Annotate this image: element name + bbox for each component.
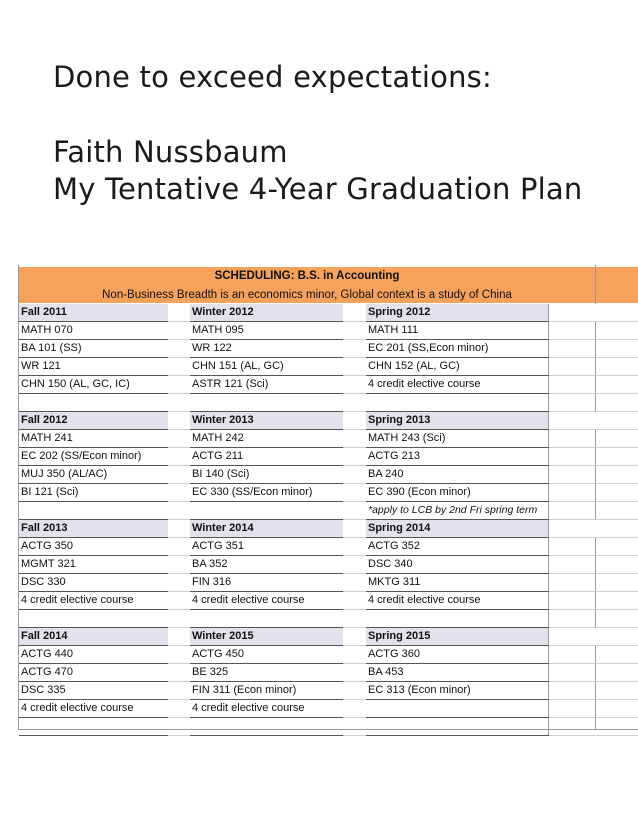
course-cell: DSC 335 — [19, 682, 168, 700]
course-cell: BA 453 — [366, 664, 548, 682]
term-header: Winter 2012 — [190, 304, 343, 322]
spacer-cell — [548, 322, 638, 340]
course-cell: 4 credit elective course — [366, 592, 548, 610]
spacer-cell — [343, 502, 366, 520]
spacer-cell — [548, 448, 638, 466]
course-cell: EC 313 (Econ minor) — [366, 682, 548, 700]
course-row — [19, 430, 638, 448]
term-header: Spring 2013 — [366, 412, 548, 430]
spacer-cell — [168, 412, 190, 430]
heading-plan-title: My Tentative 4-Year Graduation Plan — [53, 172, 583, 206]
term-header-row — [19, 520, 638, 538]
spacer-cell — [548, 556, 638, 574]
course-cell — [19, 502, 168, 520]
spacer-cell — [168, 574, 190, 592]
course-cell: BA 352 — [190, 556, 343, 574]
spacer-cell — [548, 574, 638, 592]
spacer-cell — [343, 448, 366, 466]
term-header: Spring 2012 — [366, 304, 548, 322]
heading-expectations: Done to exceed expectations: — [53, 60, 492, 94]
spacer-cell — [168, 646, 190, 664]
spacer-cell — [343, 484, 366, 502]
spacer-cell — [168, 466, 190, 484]
course-row — [19, 664, 638, 682]
spacer-cell — [168, 484, 190, 502]
course-row — [19, 502, 638, 520]
course-cell: BI 140 (Sci) — [190, 466, 343, 484]
spacer-cell — [343, 538, 366, 556]
course-cell: ACTG 450 — [190, 646, 343, 664]
term-header-row — [19, 304, 638, 322]
course-cell: BE 325 — [190, 664, 343, 682]
spacer-cell — [548, 628, 638, 646]
course-cell: MATH 095 — [190, 322, 343, 340]
course-cell: EC 330 (SS/Econ minor) — [190, 484, 343, 502]
course-cell — [366, 610, 548, 628]
spacer-cell — [343, 592, 366, 610]
course-cell: CHN 150 (AL, GC, IC) — [19, 376, 168, 394]
course-cell: BA 240 — [366, 466, 548, 484]
spacer-cell — [343, 682, 366, 700]
heading-student-name: Faith Nussbaum — [53, 135, 288, 169]
course-cell: MATH 243 (Sci) — [366, 430, 548, 448]
spacer-cell — [548, 394, 638, 412]
spacer-cell — [168, 304, 190, 322]
spacer-cell — [548, 718, 638, 736]
course-cell: MUJ 350 (AL/AC) — [19, 466, 168, 484]
spacer-cell — [548, 502, 638, 520]
course-row — [19, 376, 638, 394]
spacer-cell — [343, 664, 366, 682]
course-cell — [19, 394, 168, 412]
spacer-cell — [168, 628, 190, 646]
spacer-cell — [168, 556, 190, 574]
course-row — [19, 448, 638, 466]
course-row — [19, 322, 638, 340]
course-row — [19, 394, 638, 412]
term-header: Winter 2013 — [190, 412, 343, 430]
course-cell: *apply to LCB by 2nd Fri spring term — [366, 502, 548, 520]
spacer-cell — [548, 682, 638, 700]
spacer-cell — [168, 718, 190, 736]
course-cell: EC 202 (SS/Econ minor) — [19, 448, 168, 466]
course-cell — [366, 700, 548, 718]
term-header: Fall 2014 — [19, 628, 168, 646]
spacer-cell — [548, 412, 638, 430]
schedule-banner — [19, 267, 595, 303]
spacer-cell — [548, 700, 638, 718]
spacer-cell — [343, 718, 366, 736]
spacer-cell — [168, 520, 190, 538]
course-cell: ACTG 440 — [19, 646, 168, 664]
spacer-cell — [343, 430, 366, 448]
course-row — [19, 574, 638, 592]
spacer-cell — [343, 376, 366, 394]
term-header: Fall 2012 — [19, 412, 168, 430]
course-cell — [366, 718, 548, 736]
spacer-cell — [343, 646, 366, 664]
course-cell: ACTG 360 — [366, 646, 548, 664]
spacer-cell — [168, 682, 190, 700]
spacer-cell — [343, 556, 366, 574]
course-cell: MATH 241 — [19, 430, 168, 448]
spacer-cell — [168, 376, 190, 394]
course-cell: CHN 151 (AL, GC) — [190, 358, 343, 376]
course-cell: MATH 242 — [190, 430, 343, 448]
course-cell — [19, 718, 168, 736]
course-cell: ACTG 352 — [366, 538, 548, 556]
schedule-grid — [19, 304, 638, 736]
spacer-cell — [343, 304, 366, 322]
course-cell: EC 390 (Econ minor) — [366, 484, 548, 502]
spacer-cell — [343, 610, 366, 628]
spacer-cell — [168, 430, 190, 448]
spacer-cell — [168, 448, 190, 466]
course-cell: DSC 340 — [366, 556, 548, 574]
course-row — [19, 682, 638, 700]
course-cell — [190, 502, 343, 520]
spacer-cell — [343, 700, 366, 718]
spacer-cell — [343, 358, 366, 376]
term-header: Spring 2014 — [366, 520, 548, 538]
course-cell: 4 credit elective course — [190, 592, 343, 610]
course-cell — [190, 718, 343, 736]
spacer-cell — [548, 520, 638, 538]
spacer-cell — [168, 340, 190, 358]
term-header: Fall 2013 — [19, 520, 168, 538]
course-cell: 4 credit elective course — [190, 700, 343, 718]
course-cell — [366, 394, 548, 412]
spacer-cell — [343, 466, 366, 484]
spacer-cell — [548, 484, 638, 502]
course-row — [19, 484, 638, 502]
course-cell: MGMT 321 — [19, 556, 168, 574]
term-header: Winter 2015 — [190, 628, 343, 646]
course-cell: BA 101 (SS) — [19, 340, 168, 358]
spacer-cell — [343, 340, 366, 358]
spacer-cell — [548, 304, 638, 322]
spacer-cell — [548, 376, 638, 394]
spacer-cell — [548, 592, 638, 610]
spacer-cell — [168, 358, 190, 376]
spacer-cell — [548, 538, 638, 556]
course-row — [19, 700, 638, 718]
spacer-cell — [343, 412, 366, 430]
course-cell — [19, 610, 168, 628]
spacer-cell — [548, 340, 638, 358]
spacer-cell — [343, 322, 366, 340]
term-header: Winter 2014 — [190, 520, 343, 538]
spacer-cell — [168, 502, 190, 520]
spacer-cell — [343, 394, 366, 412]
course-row — [19, 592, 638, 610]
course-cell: ACTG 213 — [366, 448, 548, 466]
spacer-cell — [168, 322, 190, 340]
course-row — [19, 556, 638, 574]
course-cell: 4 credit elective course — [19, 700, 168, 718]
course-row — [19, 718, 638, 736]
spacer-cell — [548, 430, 638, 448]
spacer-cell — [548, 610, 638, 628]
course-row — [19, 646, 638, 664]
course-cell: WR 122 — [190, 340, 343, 358]
course-cell: 4 credit elective course — [19, 592, 168, 610]
spacer-cell — [548, 664, 638, 682]
spacer-cell — [343, 574, 366, 592]
banner-extension — [596, 267, 638, 303]
spacer-cell — [168, 664, 190, 682]
course-cell: MATH 070 — [19, 322, 168, 340]
course-cell: MKTG 311 — [366, 574, 548, 592]
course-cell: WR 121 — [19, 358, 168, 376]
spacer-cell — [548, 646, 638, 664]
course-row — [19, 358, 638, 376]
term-header-row — [19, 628, 638, 646]
term-header-row — [19, 412, 638, 430]
course-cell: FIN 316 — [190, 574, 343, 592]
spacer-cell — [168, 700, 190, 718]
course-cell: ASTR 121 (Sci) — [190, 376, 343, 394]
term-header: Spring 2015 — [366, 628, 548, 646]
term-header: Fall 2011 — [19, 304, 168, 322]
course-cell: FIN 311 (Econ minor) — [190, 682, 343, 700]
course-cell: BI 121 (Sci) — [19, 484, 168, 502]
course-row — [19, 466, 638, 484]
course-cell: CHN 152 (AL, GC) — [366, 358, 548, 376]
course-cell: ACTG 350 — [19, 538, 168, 556]
spacer-cell — [548, 466, 638, 484]
spacer-cell — [168, 394, 190, 412]
course-cell — [190, 394, 343, 412]
course-cell: ACTG 351 — [190, 538, 343, 556]
course-cell — [190, 610, 343, 628]
spacer-cell — [548, 358, 638, 376]
spacer-cell — [168, 538, 190, 556]
course-cell: ACTG 211 — [190, 448, 343, 466]
banner-subtitle: Non-Business Breadth is an economics minor, Global context is a study of China — [102, 289, 512, 301]
course-cell: ACTG 470 — [19, 664, 168, 682]
course-cell: MATH 111 — [366, 322, 548, 340]
banner-title: SCHEDULING: B.S. in Accounting — [214, 270, 400, 282]
course-cell: DSC 330 — [19, 574, 168, 592]
course-cell: EC 201 (SS,Econ minor) — [366, 340, 548, 358]
course-row — [19, 610, 638, 628]
course-row — [19, 538, 638, 556]
spacer-cell — [343, 628, 366, 646]
course-row — [19, 340, 638, 358]
spacer-cell — [343, 520, 366, 538]
spacer-cell — [168, 610, 190, 628]
course-cell: 4 credit elective course — [366, 376, 548, 394]
spacer-cell — [168, 592, 190, 610]
